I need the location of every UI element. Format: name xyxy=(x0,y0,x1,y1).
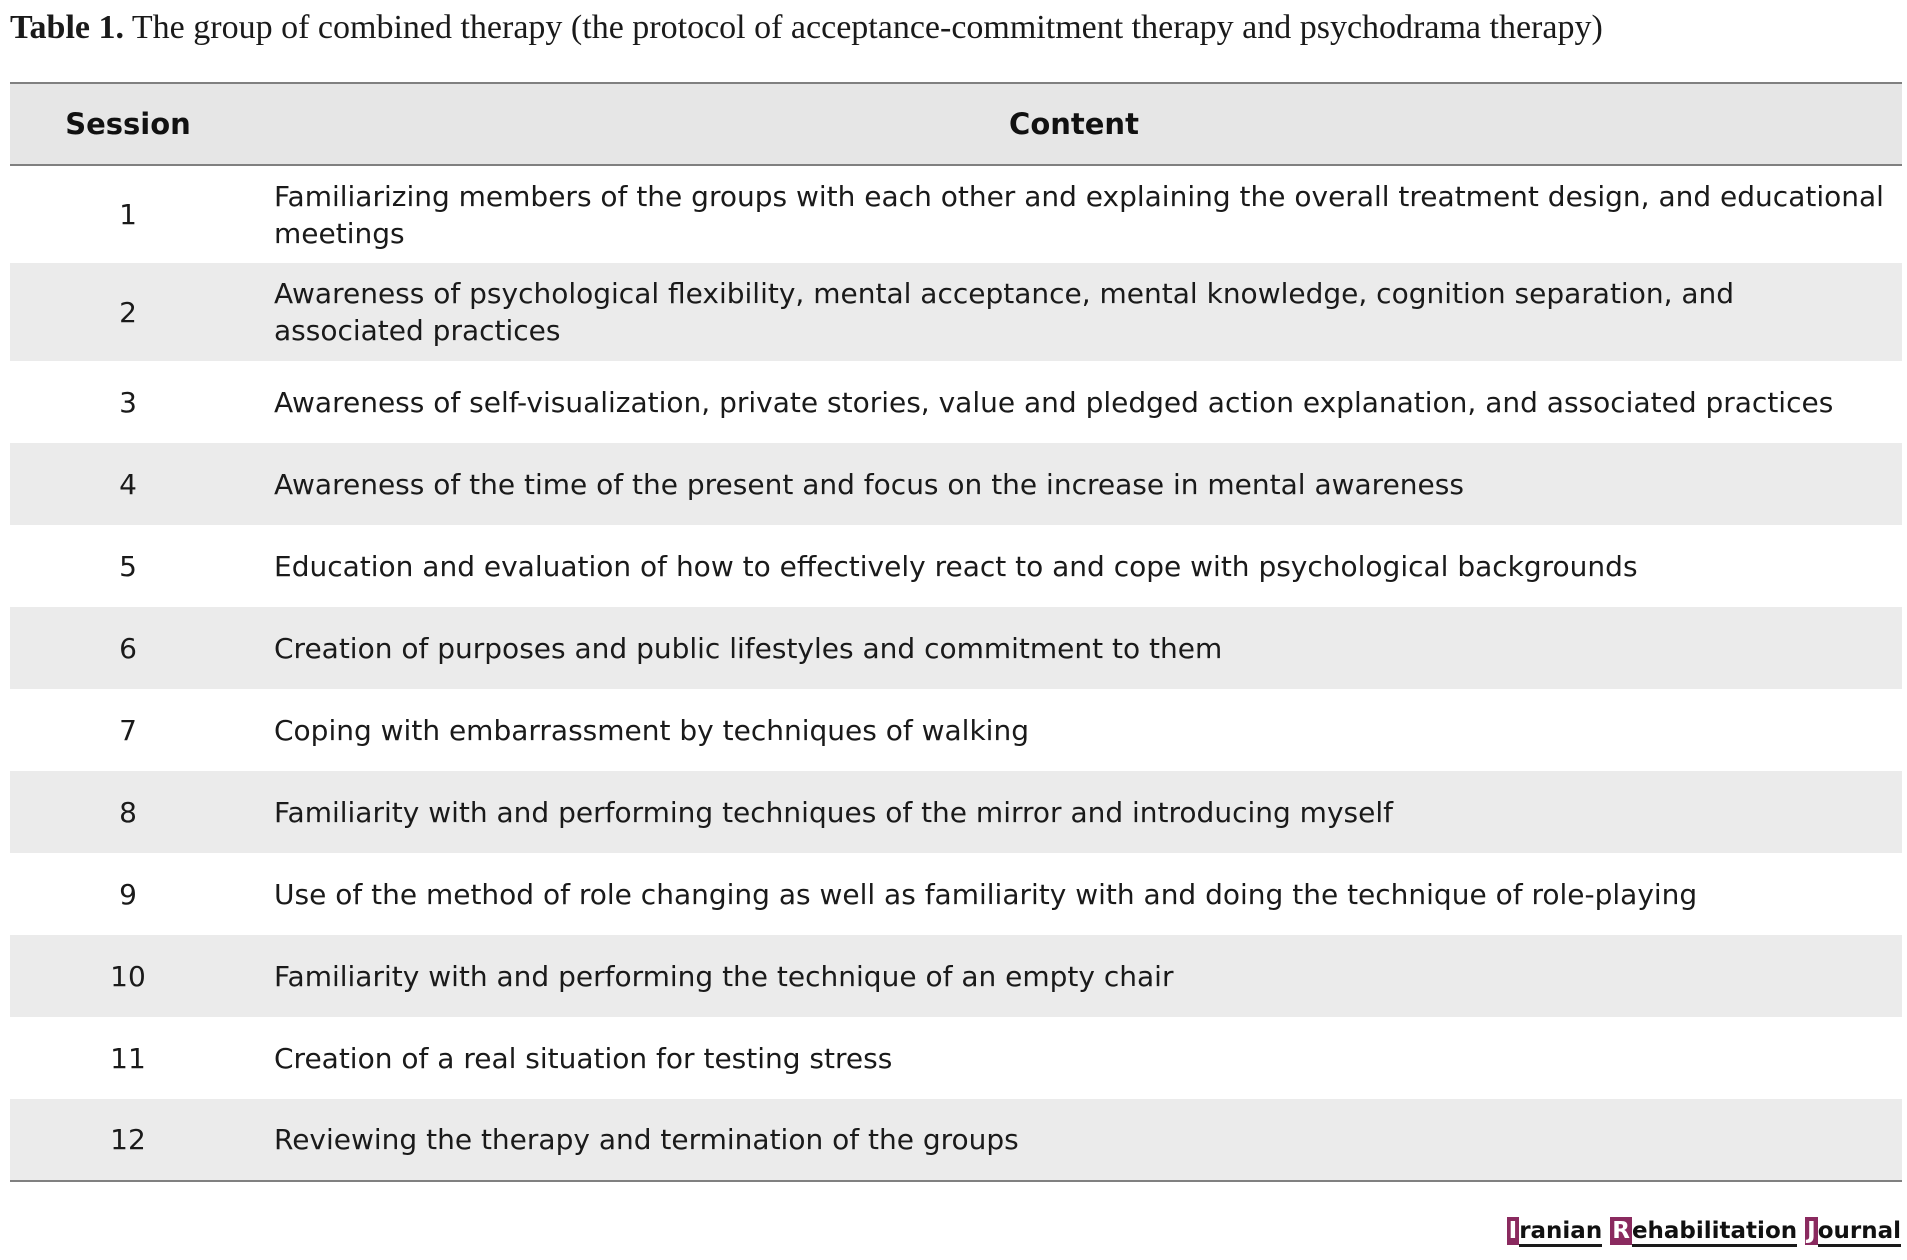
session-content: Familiarity with and performing the technique of an empty chair xyxy=(274,959,1174,993)
session-number: 8 xyxy=(119,795,137,829)
journal-logo-word xyxy=(1507,1218,1603,1244)
table-row xyxy=(10,263,1902,361)
session-number: 10 xyxy=(110,959,146,993)
table-caption-label: Table 1. xyxy=(10,9,125,46)
session-number: 12 xyxy=(10,1099,246,1181)
journal-logo xyxy=(1507,1217,1901,1245)
session-number: 3 xyxy=(119,385,137,419)
session-content: Awareness of self-visualization, private stories, value and pledged action explanation, and associated practices xyxy=(274,385,1834,419)
session-content: Familiarizing members of the groups with each other and explaining the overall treatment design, and educational meetings xyxy=(274,179,1884,250)
table-row xyxy=(10,443,1902,525)
session-content: Use of the method of role changing as well as familiarity with and doing the technique of role-playing xyxy=(274,877,1698,911)
table-row xyxy=(10,853,1902,935)
table-row xyxy=(10,689,1902,771)
table-row xyxy=(10,165,1902,263)
journal-logo-word xyxy=(1805,1218,1901,1244)
table-caption-text: The group of combined therapy (the protocol of acceptance-commitment therapy and psychodrama therapy) xyxy=(131,9,1603,46)
session-number: 1 xyxy=(119,198,137,231)
column-header-content: Content xyxy=(246,83,1902,165)
table-row xyxy=(10,607,1902,689)
column-header-session: Session xyxy=(10,83,246,165)
session-content: Coping with embarrassment by techniques of walking xyxy=(274,713,1029,747)
session-content: Education and evaluation of how to effectively react to and cope with psychological backgrounds xyxy=(274,549,1638,583)
table-row xyxy=(10,1099,1902,1181)
session-content: Familiarity with and performing techniques of the mirror and introducing myself xyxy=(274,795,1393,829)
table-header-row xyxy=(10,83,1902,165)
journal-logo-initial: I xyxy=(1508,1218,1518,1244)
session-content: Creation of purposes and public lifestyles and commitment to them xyxy=(274,631,1223,665)
table-row xyxy=(10,361,1902,443)
journal-logo-word-rest: ehabilitation xyxy=(1632,1218,1797,1247)
session-content: Creation of a real situation for testing stress xyxy=(274,1041,893,1075)
table-row xyxy=(10,1017,1902,1099)
journal-logo-word xyxy=(1610,1218,1797,1244)
journal-logo-word-rest: ournal xyxy=(1818,1218,1901,1247)
session-content: Reviewing the therapy and termination of the groups xyxy=(246,1099,1902,1181)
session-number: 2 xyxy=(119,295,137,329)
session-number: 11 xyxy=(110,1041,146,1075)
session-number: 7 xyxy=(119,713,137,747)
journal-logo-word-rest: ranian xyxy=(1519,1218,1602,1247)
session-number: 9 xyxy=(119,877,137,911)
journal-logo-initial: J xyxy=(1807,1218,1816,1244)
session-number: 6 xyxy=(119,631,137,665)
session-content: Awareness of psychological flexibility, mental acceptance, mental knowledge, cognition separation, and associated practices xyxy=(274,277,1735,347)
session-content: Awareness of the time of the present and focus on the increase in mental awareness xyxy=(274,467,1464,501)
therapy-protocol-table xyxy=(10,82,1902,1182)
journal-logo-initial: R xyxy=(1612,1218,1630,1244)
session-number: 4 xyxy=(119,467,137,501)
table-row xyxy=(10,935,1902,1017)
table-row xyxy=(10,525,1902,607)
table-row xyxy=(10,771,1902,853)
session-number: 5 xyxy=(119,549,137,583)
table-caption xyxy=(10,6,1900,50)
